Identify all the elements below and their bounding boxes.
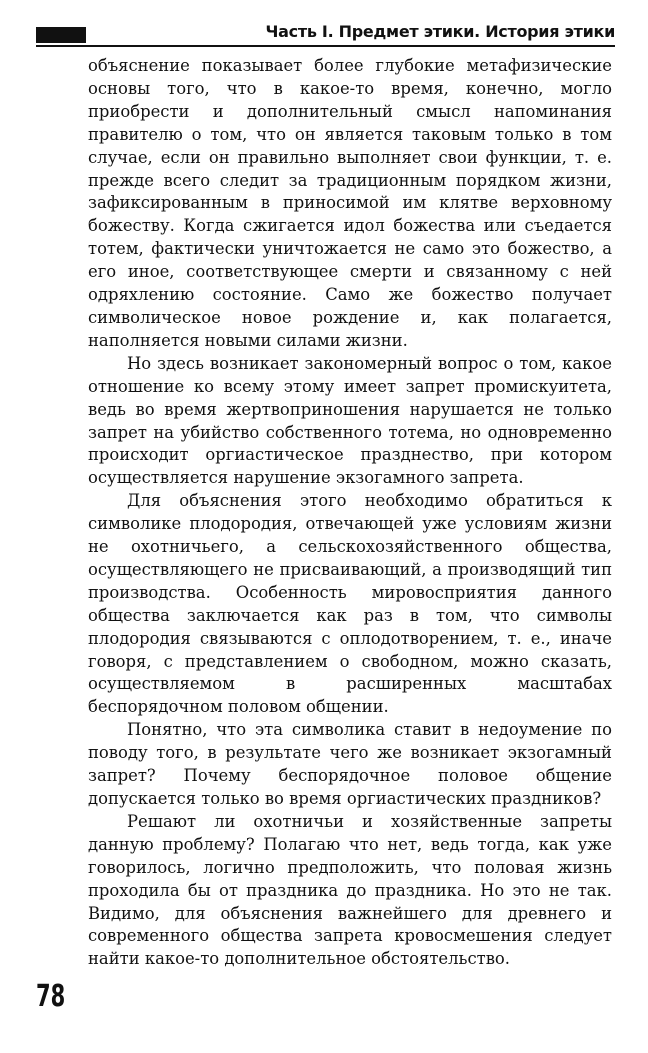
paragraph-4: Понятно, что эта символика ставит в недоумение по поводу того, в результате чего же возникает экзогамный запрет? Почему беспорядочное половое общение допускается только во время оргиастических праздников?: [88, 720, 612, 808]
paragraph-3: Для объяснения этого необходимо обратиться к символике плодородия, отвечающей уже условиям жизни не охотничьего, а сельскохозяйственного общества, осуществляющего не присваивающий, а производящий тип производства. Особенность мировосприятия данного общества заключается как раз в том, что символы плодородия связываются с оплодотворением, т. е., иначе говоря, с представлением о свободном, можно сказать, осуществляемом в расширенных масштабах беспорядочном половом общении.: [88, 491, 612, 717]
page-number: 78: [36, 979, 66, 1014]
paragraph-5: Решают ли охотничьи и хозяйственные запреты данную проблему? Полагаю что нет, ведь тогда, как уже говорилось, логично предположить, что половая жизнь проходила бы от праздника до праздника. Но это не так. Видимо, для объяснения важнейшего для древнего и современного общества запрета кровосмешения следует найти какое-то дополнительное обстоятельство.: [88, 811, 612, 969]
running-head: Часть I. Предмет этики. История этики: [265, 22, 615, 41]
header-rule: [36, 45, 615, 47]
paragraph-1: объяснение показывает более глубокие метафизические основы того, что в какое-то время, конечно, могло приобрести и дополнительный смысл напоминания правителю о том, что он является таковым только в том случае, если он правильно выполняет свои функции, т. е. прежде всего следит за традиционным порядком жизни, зафиксированным в приносимой им клятве верховному божеству. Когда сжигается идол божества или съедается тотем, фактически уничтожается не само это божество, а его иное, соответствующее смерти и связанному с ней одряхлению состояние. Само же божество получает символическое новое рождение и, как полагается, наполняется новыми силами жизни.: [88, 56, 612, 350]
paragraph-2: Но здесь возникает закономерный вопрос о том, какое отношение ко всему этому имеет запрет промискуитета, ведь во время жертвоприношения нарушается не только запрет на убийство собственного тотема, но одновременно происходит оргиастическое празднество, при котором осуществляется нарушение экзогамного запрета.: [88, 353, 612, 488]
text-body: [88, 55, 612, 971]
header-black-bar: [36, 27, 86, 43]
